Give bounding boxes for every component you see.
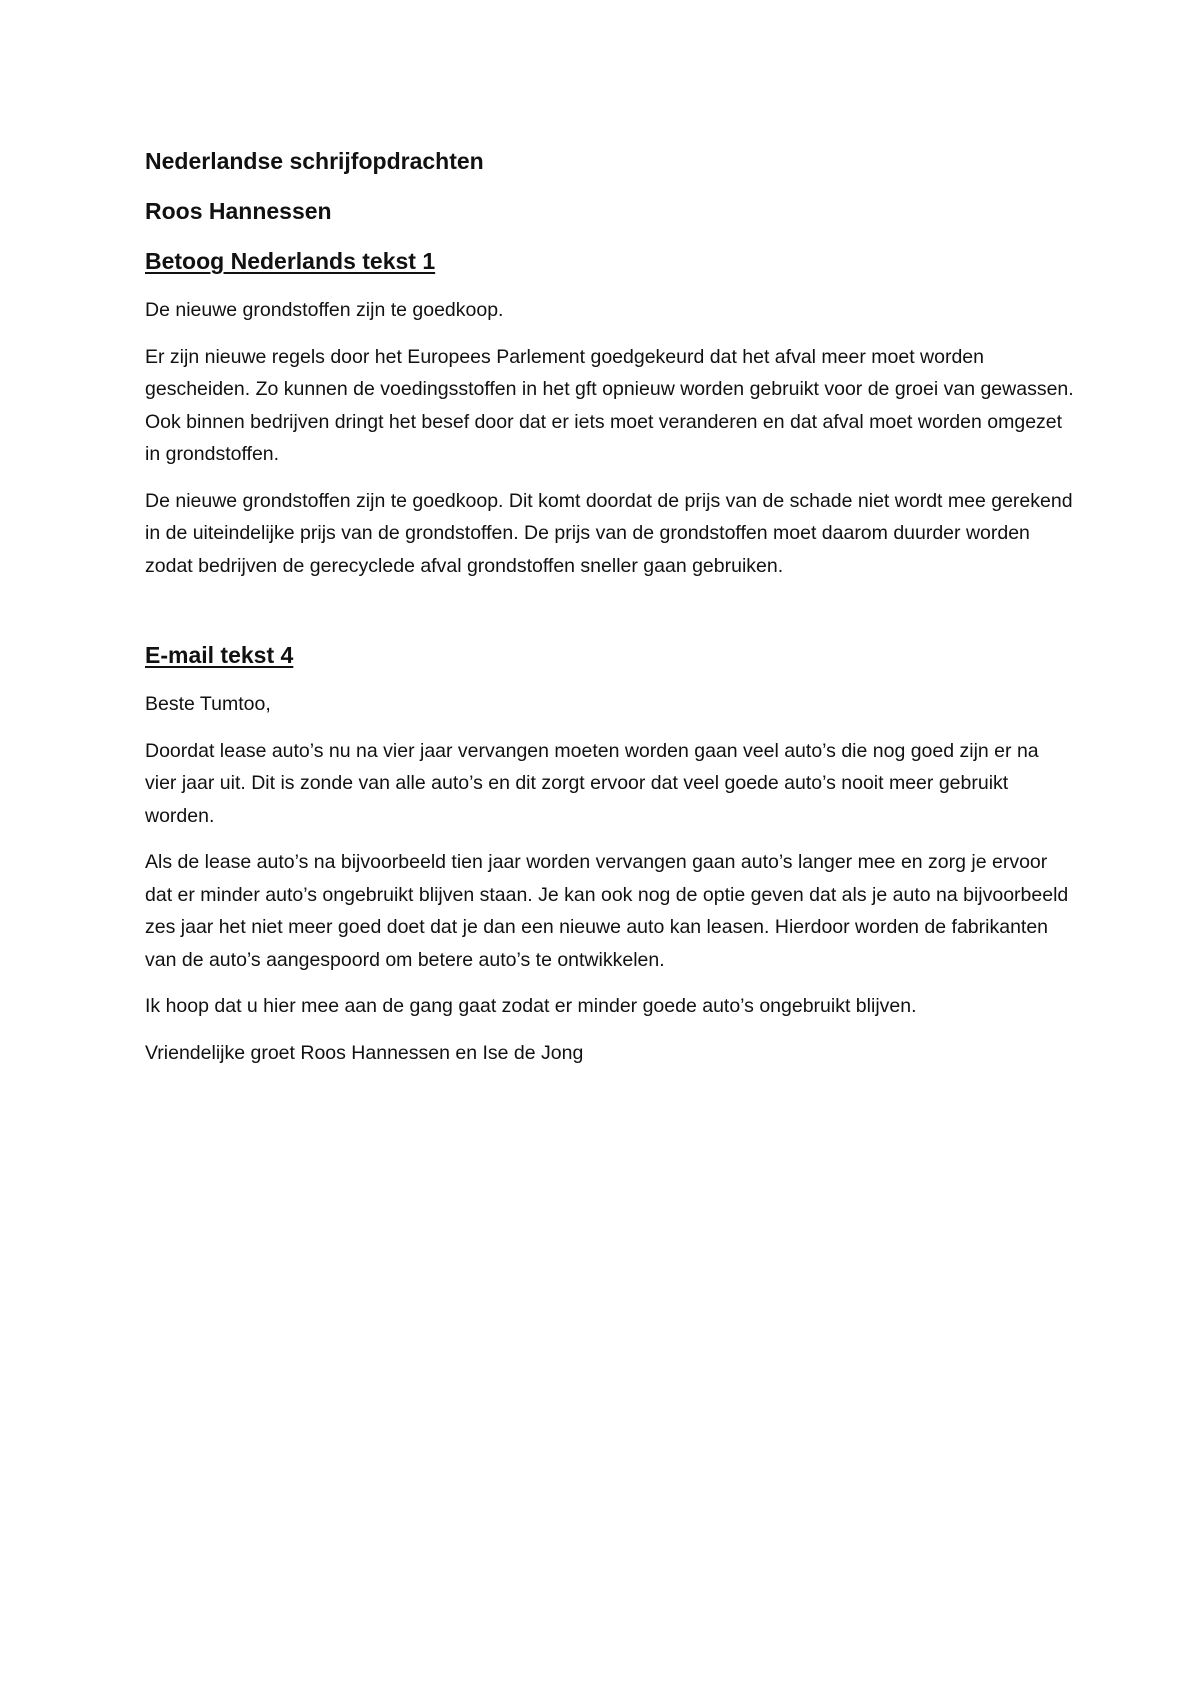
document-author: Roos Hannessen: [145, 198, 332, 224]
section-spacer: [145, 596, 1075, 640]
document-title: Nederlandse schrijfopdrachten: [145, 148, 484, 174]
paragraph: Ik hoop dat u hier mee aan de gang gaat zodat er minder goede auto’s ongebruikt blijven.: [145, 995, 917, 1017]
paragraph: Doordat lease auto’s nu na vier jaar vervangen moeten worden gaan veel auto’s die nog goed zijn er na vier jaar uit. Dit is zonde van alle auto’s en dit zorgt ervoor dat veel goede auto’s nooit meer gebruikt worden.: [145, 739, 1039, 827]
paragraph: De nieuwe grondstoffen zijn te goedkoop. Dit komt doordat de prijs van de schade niet wordt mee gerekend in de uiteindelijke prijs van de grondstoffen. De prijs van de grondstoffen moet daarom duurder worden zodat bedrijven de gerecyclede afval grondstoffen sneller gaan gebruiken.: [145, 489, 1073, 577]
paragraph: Als de lease auto’s na bijvoorbeeld tien jaar worden vervangen gaan auto’s langer mee en zorg je ervoor dat er minder auto’s ongebruikt blijven staan. Je kan ook nog de optie geven dat als je auto na bijvoorbeeld zes jaar het niet meer goed doet dat je dan een nieuwe auto kan leasen. Hierdoor worden de fabrikanten van de auto’s aangespoord om betere auto’s te ontwikkelen.: [145, 851, 1069, 971]
section-betoog: [145, 246, 1075, 582]
paragraph: De nieuwe grondstoffen zijn te goedkoop.: [145, 299, 504, 321]
document-page: [145, 146, 1075, 1083]
section-heading-betoog: Betoog Nederlands tekst 1: [145, 248, 436, 274]
section-heading-email: E-mail tekst 4: [145, 642, 294, 668]
paragraph: Er zijn nieuwe regels door het Europees Parlement goedgekeurd dat het afval meer moet worden gescheiden. Zo kunnen de voedingsstoffen in het gft opnieuw worden gebruikt voor de groei van gewassen. Ook binnen bedrijven dringt het besef door dat er iets moet veranderen en dat afval moet worden omgezet in grondstoffen.: [145, 345, 1074, 465]
section-email: [145, 640, 1075, 1069]
email-signature: Vriendelijke groet Roos Hannessen en Ise de Jong: [145, 1041, 584, 1064]
email-salutation: Beste Tumtoo,: [145, 693, 271, 715]
